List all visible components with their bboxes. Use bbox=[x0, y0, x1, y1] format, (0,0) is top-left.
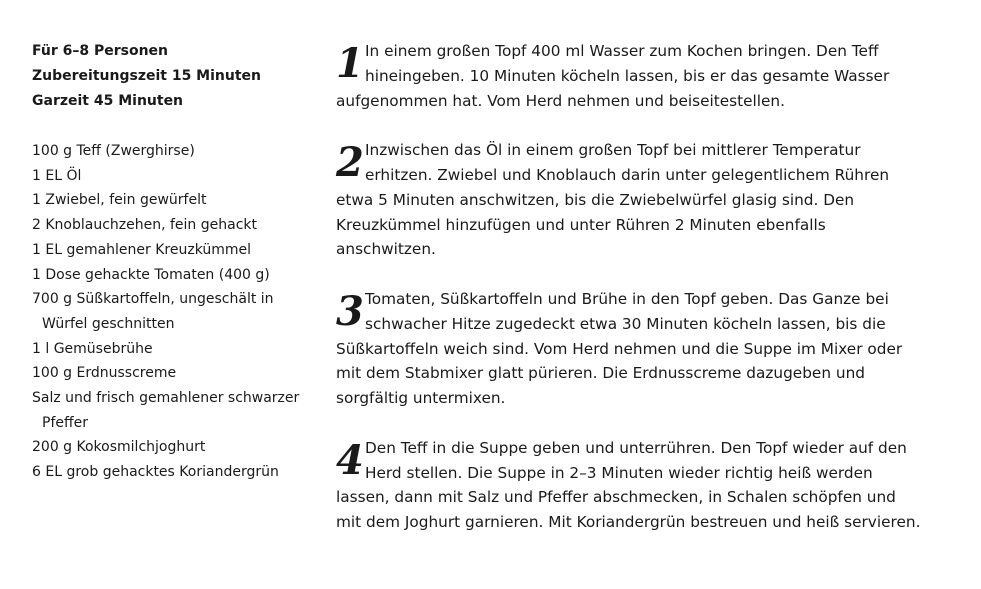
recipe-info-column bbox=[32, 39, 322, 485]
step-text: Den Teff in die Suppe geben und unterrühren. Den Topf wieder auf den Herd stellen. Die Suppe in 2–3 Minuten wieder richtig heiß werden lassen, dann mit Salz und Pfeffer abschmecken, in Schalen schöpfen und mit dem Joghurt garnieren. Mit Koriandergrün bestreuen und heiß servieren. bbox=[336, 438, 921, 532]
step-2 bbox=[336, 138, 921, 262]
recipe-meta bbox=[32, 39, 322, 114]
step-3 bbox=[336, 287, 921, 411]
ingredient-item: Salz und frisch gemahlener schwarzer Pfeffer bbox=[32, 390, 300, 431]
step-text: Inzwischen das Öl in einem großen Topf bei mittlerer Temperatur erhitzen. Zwiebel und Knoblauch darin unter gelegentlichem Rühren etwa 5 Minuten anschwitzen, bis die Zwiebelwürfel glasig sind. Den Kreuzkümmel hinzufügen und unter Rühren 2 Minuten ebenfalls anschwitzen. bbox=[336, 141, 890, 259]
ingredient-item: 1 Zwiebel, fein gewürfelt bbox=[32, 192, 207, 209]
step-text: Tomaten, Süßkartoffeln und Brühe in den Topf geben. Das Ganze bei schwacher Hitze zugedeckt etwa 30 Minuten köcheln lassen, bis die Süßkartoffeln weich sind. Vom Herd nehmen und die Suppe im Mixer oder mit dem Stabmixer glatt pürieren. Die Erdnusscreme dazugeben und sorgfältig untermixen. bbox=[336, 289, 903, 408]
ingredient-list bbox=[32, 139, 322, 485]
ingredient-item: 200 g Kokosmilchjoghurt bbox=[32, 439, 206, 456]
step-4 bbox=[336, 436, 921, 535]
step-text: In einem großen Topf 400 ml Wasser zum Kochen bringen. Den Teff hineingeben. 10 Minuten köcheln lassen, bis er das gesamte Wasser aufgenommen hat. Vom Herd nehmen und beiseitestellen. bbox=[336, 42, 890, 110]
ingredient-item: 1 l Gemüsebrühe bbox=[32, 340, 153, 357]
servings: Für 6–8 Personen bbox=[32, 43, 169, 59]
ingredient-item: 6 EL grob gehacktes Koriandergrün bbox=[32, 464, 279, 481]
cook-time: Garzeit 45 Minuten bbox=[32, 93, 184, 109]
ingredient-item: 100 g Teff (Zwerghirse) bbox=[32, 143, 195, 159]
ingredient-item: 2 Knoblauchzehen, fein gehackt bbox=[32, 217, 257, 234]
step-number: 2 bbox=[336, 139, 364, 187]
ingredient-item: 700 g Süßkartoffeln, ungeschält in Würfel geschnitten bbox=[32, 291, 274, 332]
ingredient-item: 100 g Erdnusscreme bbox=[32, 365, 177, 382]
step-1 bbox=[336, 39, 921, 113]
ingredient-item: 1 EL gemahlener Kreuzkümmel bbox=[32, 241, 252, 258]
prep-time: Zubereitungszeit 15 Minuten bbox=[32, 68, 261, 84]
ingredient-item: 1 Dose gehackte Tomaten (400 g) bbox=[32, 266, 270, 283]
step-number: 4 bbox=[336, 436, 364, 484]
step-number: 1 bbox=[336, 40, 364, 87]
ingredient-item: 1 EL Öl bbox=[32, 167, 82, 184]
instructions-column bbox=[336, 39, 921, 560]
step-number: 3 bbox=[336, 287, 364, 335]
